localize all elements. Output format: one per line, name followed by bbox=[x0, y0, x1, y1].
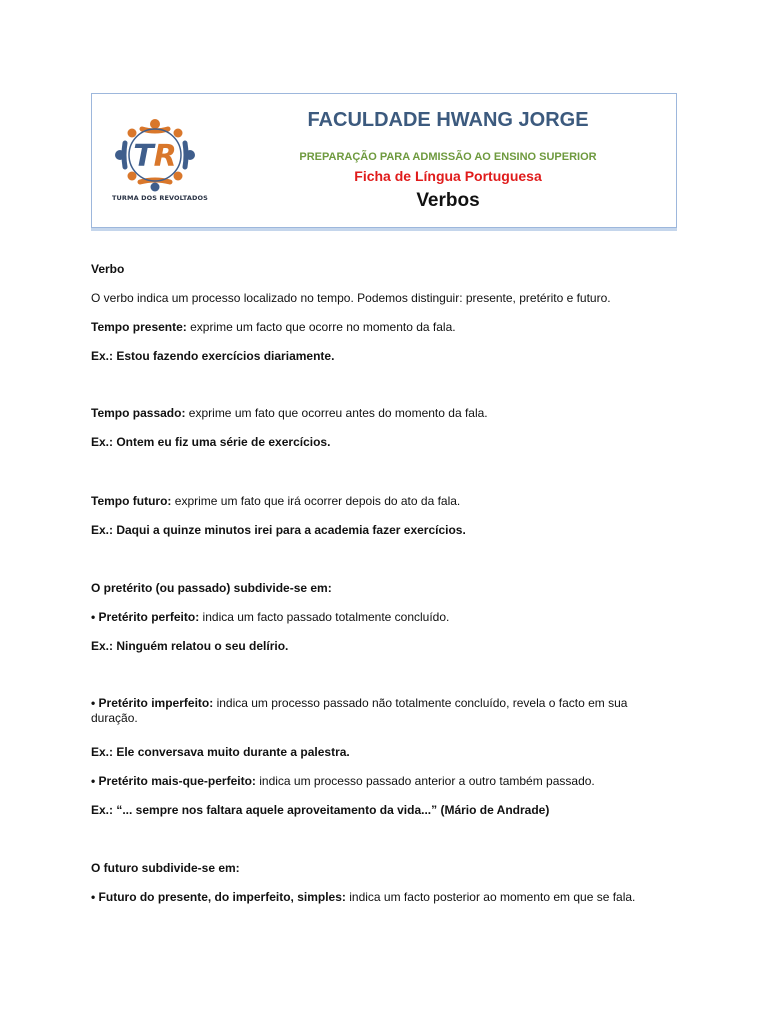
institution-name: FACULDADE HWANG JORGE bbox=[307, 109, 589, 131]
logo-person-head bbox=[174, 129, 183, 138]
term-label: • Pretérito imperfeito: bbox=[91, 696, 214, 710]
document-header bbox=[91, 93, 677, 228]
example-futuro: Ex.: Daqui a quinze minutos irei para a academia fazer exercícios. bbox=[91, 523, 466, 537]
logo-person-head bbox=[128, 129, 137, 138]
futuro-heading: O futuro subdivide-se em: bbox=[91, 861, 240, 875]
definition-imperfeito: • Pretérito imperfeito: indica um processo passado não totalmente concluído, revela o facto em sua duração. bbox=[91, 696, 628, 725]
definition-passado: Tempo passado: exprime um fato que ocorreu antes do momento da fala. bbox=[91, 406, 488, 420]
logo-person-head bbox=[151, 183, 160, 192]
term-label: • Pretérito mais-que-perfeito: bbox=[91, 774, 256, 788]
logo-person-head bbox=[150, 119, 160, 129]
example-mais-que-perfeito: Ex.: “... sempre nos faltara aquele aproveitamento da vida...” (Mário de Andrade) bbox=[91, 803, 550, 817]
example-imperfeito: Ex.: Ele conversava muito durante a palestra. bbox=[91, 745, 350, 759]
section-heading: Verbo bbox=[91, 262, 125, 276]
intro-paragraph: O verbo indica um processo localizado no tempo. Podemos distinguir: presente, pretérito e futuro. bbox=[91, 291, 611, 305]
term-label: Tempo presente: bbox=[91, 320, 187, 334]
term-label: • Pretérito perfeito: bbox=[91, 610, 200, 624]
topic-title: Verbos bbox=[416, 190, 480, 211]
example-perfeito: Ex.: Ninguém relatou o seu delírio. bbox=[91, 639, 289, 653]
definition-perfeito: • Pretérito perfeito: indica um facto passado totalmente concluído. bbox=[91, 610, 450, 624]
header-subtitle: PREPARAÇÃO PARA ADMISSÃO AO ENSINO SUPERIOR bbox=[299, 151, 597, 163]
term-label: • Futuro do presente, do imperfeito, simples: bbox=[91, 890, 346, 904]
term-label: Tempo futuro: bbox=[91, 494, 172, 508]
worksheet-title: Ficha de Língua Portuguesa bbox=[354, 168, 542, 184]
preterito-heading: O pretérito (ou passado) subdivide-se em: bbox=[91, 581, 332, 595]
definition-futuro-presente: • Futuro do presente, do imperfeito, simples: indica um facto posterior ao momento em que se fala. bbox=[91, 890, 636, 904]
header-divider bbox=[91, 228, 677, 231]
example-passado: Ex.: Ontem eu fiz uma série de exercícios. bbox=[91, 435, 331, 449]
logo-graphic bbox=[112, 118, 198, 196]
logo-monogram: TR bbox=[133, 139, 177, 174]
definition-mais-que-perfeito: • Pretérito mais-que-perfeito: indica um processo passado anterior a outro também passado. bbox=[91, 774, 595, 788]
logo-caption: TURMA DOS REVOLTADOS bbox=[112, 194, 208, 202]
definition-presente: Tempo presente: exprime um facto que ocorre no momento da fala. bbox=[91, 320, 456, 334]
definition-futuro: Tempo futuro: exprime um fato que irá ocorrer depois do ato da fala. bbox=[91, 494, 461, 508]
institution-logo bbox=[112, 118, 208, 210]
example-presente: Ex.: Estou fazendo exercícios diariamente. bbox=[91, 349, 335, 363]
term-label: Tempo passado: bbox=[91, 406, 186, 420]
